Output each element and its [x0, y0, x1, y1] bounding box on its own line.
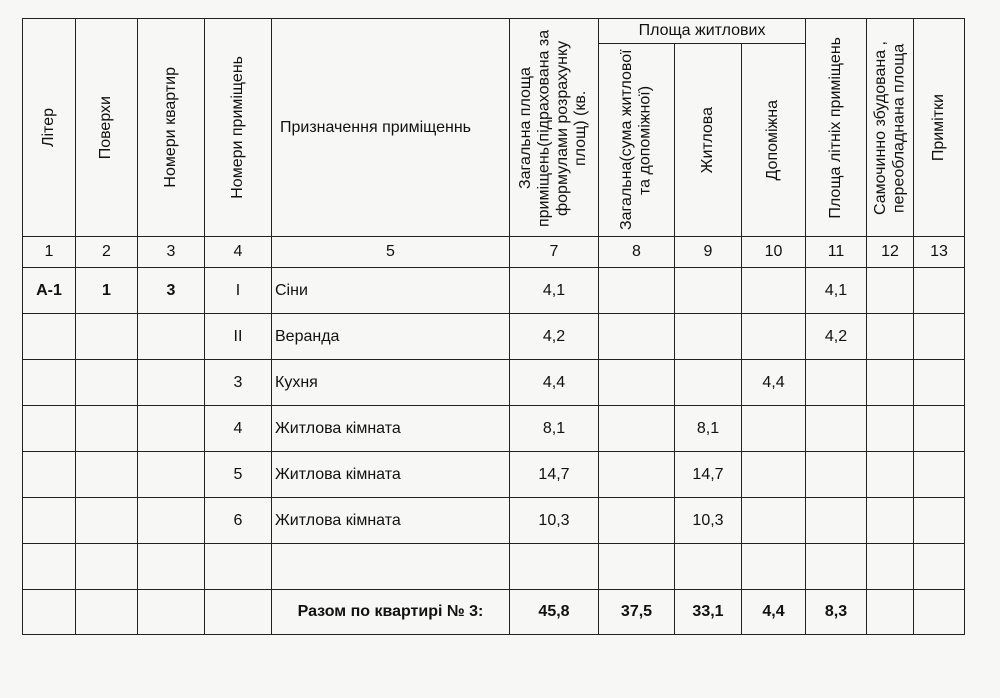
header-living-group: Площа житлових — [599, 19, 806, 44]
cell-auxiliary — [742, 268, 806, 314]
column-number: 2 — [76, 237, 138, 268]
cell-living-total — [599, 452, 675, 498]
cell-living-total — [599, 360, 675, 406]
header-living-total: Загальна(сума житлової та допоміжної) — [599, 44, 675, 237]
cell-liter: А-1 — [23, 268, 76, 314]
cell-floor — [76, 406, 138, 452]
column-number: 12 — [867, 237, 914, 268]
cell-living — [675, 360, 742, 406]
cell-living: 14,7 — [675, 452, 742, 498]
cell-self-built — [867, 406, 914, 452]
cell-living-total — [599, 314, 675, 360]
cell-apartment — [138, 406, 205, 452]
cell-purpose: Житлова кімната — [272, 406, 510, 452]
header-room-numbers: Номери приміщень — [205, 19, 272, 237]
cell-notes — [914, 360, 965, 406]
table-row — [23, 498, 965, 544]
cell-auxiliary — [742, 498, 806, 544]
table-row — [23, 268, 965, 314]
cell-floor — [76, 314, 138, 360]
cell-summer-area — [806, 360, 867, 406]
cell-liter — [23, 360, 76, 406]
header-floors: Поверхи — [76, 19, 138, 237]
cell-liter — [23, 452, 76, 498]
table-row — [23, 544, 965, 590]
cell-liter — [23, 406, 76, 452]
cell-auxiliary: 4,4 — [742, 360, 806, 406]
cell-total-area: 8,1 — [510, 406, 599, 452]
cell-total-area: 4,1 — [510, 268, 599, 314]
cell-purpose: Кухня — [272, 360, 510, 406]
cell-notes — [914, 268, 965, 314]
table-row — [23, 314, 965, 360]
totals-label: Разом по квартирі № 3: — [272, 590, 510, 635]
totals-cell — [205, 590, 272, 635]
cell-purpose — [272, 544, 510, 590]
cell-liter — [23, 544, 76, 590]
cell-summer-area: 4,2 — [806, 314, 867, 360]
cell-floor — [76, 544, 138, 590]
totals-living-total: 37,5 — [599, 590, 675, 635]
cell-total-area: 4,2 — [510, 314, 599, 360]
cell-floor — [76, 452, 138, 498]
cell-apartment — [138, 544, 205, 590]
header-liter: Літер — [23, 19, 76, 237]
apartment-area-table — [22, 18, 965, 635]
header-living: Житлова — [675, 44, 742, 237]
column-number: 10 — [742, 237, 806, 268]
cell-apartment — [138, 498, 205, 544]
cell-notes — [914, 452, 965, 498]
cell-living: 10,3 — [675, 498, 742, 544]
cell-self-built — [867, 268, 914, 314]
column-number: 8 — [599, 237, 675, 268]
cell-notes — [914, 406, 965, 452]
column-number: 4 — [205, 237, 272, 268]
cell-living — [675, 268, 742, 314]
cell-living-total — [599, 406, 675, 452]
column-number: 11 — [806, 237, 867, 268]
cell-total-area: 14,7 — [510, 452, 599, 498]
cell-apartment: 3 — [138, 268, 205, 314]
cell-self-built — [867, 314, 914, 360]
cell-living-total — [599, 268, 675, 314]
cell-purpose: Житлова кімната — [272, 452, 510, 498]
totals-aux: 4,4 — [742, 590, 806, 635]
table-row — [23, 406, 965, 452]
column-number-row — [23, 237, 965, 268]
totals-summer: 8,3 — [806, 590, 867, 635]
cell-floor: 1 — [76, 268, 138, 314]
totals-cell — [138, 590, 205, 635]
cell-self-built — [867, 498, 914, 544]
column-number: 1 — [23, 237, 76, 268]
cell-total-area: 10,3 — [510, 498, 599, 544]
cell-notes — [914, 314, 965, 360]
cell-room-number: II — [205, 314, 272, 360]
cell-auxiliary — [742, 406, 806, 452]
totals-total: 45,8 — [510, 590, 599, 635]
cell-apartment — [138, 360, 205, 406]
cell-room-number: I — [205, 268, 272, 314]
cell-purpose: Житлова кімната — [272, 498, 510, 544]
cell-room-number: 6 — [205, 498, 272, 544]
cell-living — [675, 314, 742, 360]
header-notes: Примітки — [914, 19, 965, 237]
totals-living: 33,1 — [675, 590, 742, 635]
header-self-built: Самочинно збудована , переобладнана площа — [867, 19, 914, 237]
cell-total-area: 4,4 — [510, 360, 599, 406]
cell-notes — [914, 498, 965, 544]
cell-apartment — [138, 314, 205, 360]
cell-room-number: 4 — [205, 406, 272, 452]
cell-summer-area — [806, 452, 867, 498]
cell-self-built — [867, 544, 914, 590]
header-auxiliary: Допоміжна — [742, 44, 806, 237]
column-number: 13 — [914, 237, 965, 268]
cell-floor — [76, 498, 138, 544]
totals-row — [23, 590, 965, 635]
totals-notes — [914, 590, 965, 635]
header-room-purpose: Призначення приміщеннь — [272, 19, 510, 237]
column-number: 7 — [510, 237, 599, 268]
cell-living — [675, 544, 742, 590]
column-number: 3 — [138, 237, 205, 268]
column-number: 9 — [675, 237, 742, 268]
cell-room-number: 5 — [205, 452, 272, 498]
cell-summer-area — [806, 406, 867, 452]
cell-notes — [914, 544, 965, 590]
column-number: 5 — [272, 237, 510, 268]
totals-self-built — [867, 590, 914, 635]
cell-summer-area — [806, 544, 867, 590]
cell-purpose: Сіни — [272, 268, 510, 314]
cell-auxiliary — [742, 314, 806, 360]
table-row — [23, 452, 965, 498]
header-apartment-numbers: Номери квартир — [138, 19, 205, 237]
header-summer-area: Площа літніх приміщень — [806, 19, 867, 237]
cell-living-total — [599, 498, 675, 544]
cell-room-number — [205, 544, 272, 590]
cell-self-built — [867, 452, 914, 498]
cell-auxiliary — [742, 452, 806, 498]
cell-liter — [23, 498, 76, 544]
cell-living-total — [599, 544, 675, 590]
cell-apartment — [138, 452, 205, 498]
cell-room-number: 3 — [205, 360, 272, 406]
cell-total-area — [510, 544, 599, 590]
totals-cell — [76, 590, 138, 635]
totals-cell — [23, 590, 76, 635]
cell-summer-area — [806, 498, 867, 544]
cell-self-built — [867, 360, 914, 406]
cell-living: 8,1 — [675, 406, 742, 452]
cell-summer-area: 4,1 — [806, 268, 867, 314]
table-row — [23, 360, 965, 406]
cell-purpose: Веранда — [272, 314, 510, 360]
header-total-area: Загальна площа приміщень(підрахована за формулами розрахунку площ) (кв. — [510, 19, 599, 237]
cell-floor — [76, 360, 138, 406]
cell-liter — [23, 314, 76, 360]
cell-auxiliary — [742, 544, 806, 590]
